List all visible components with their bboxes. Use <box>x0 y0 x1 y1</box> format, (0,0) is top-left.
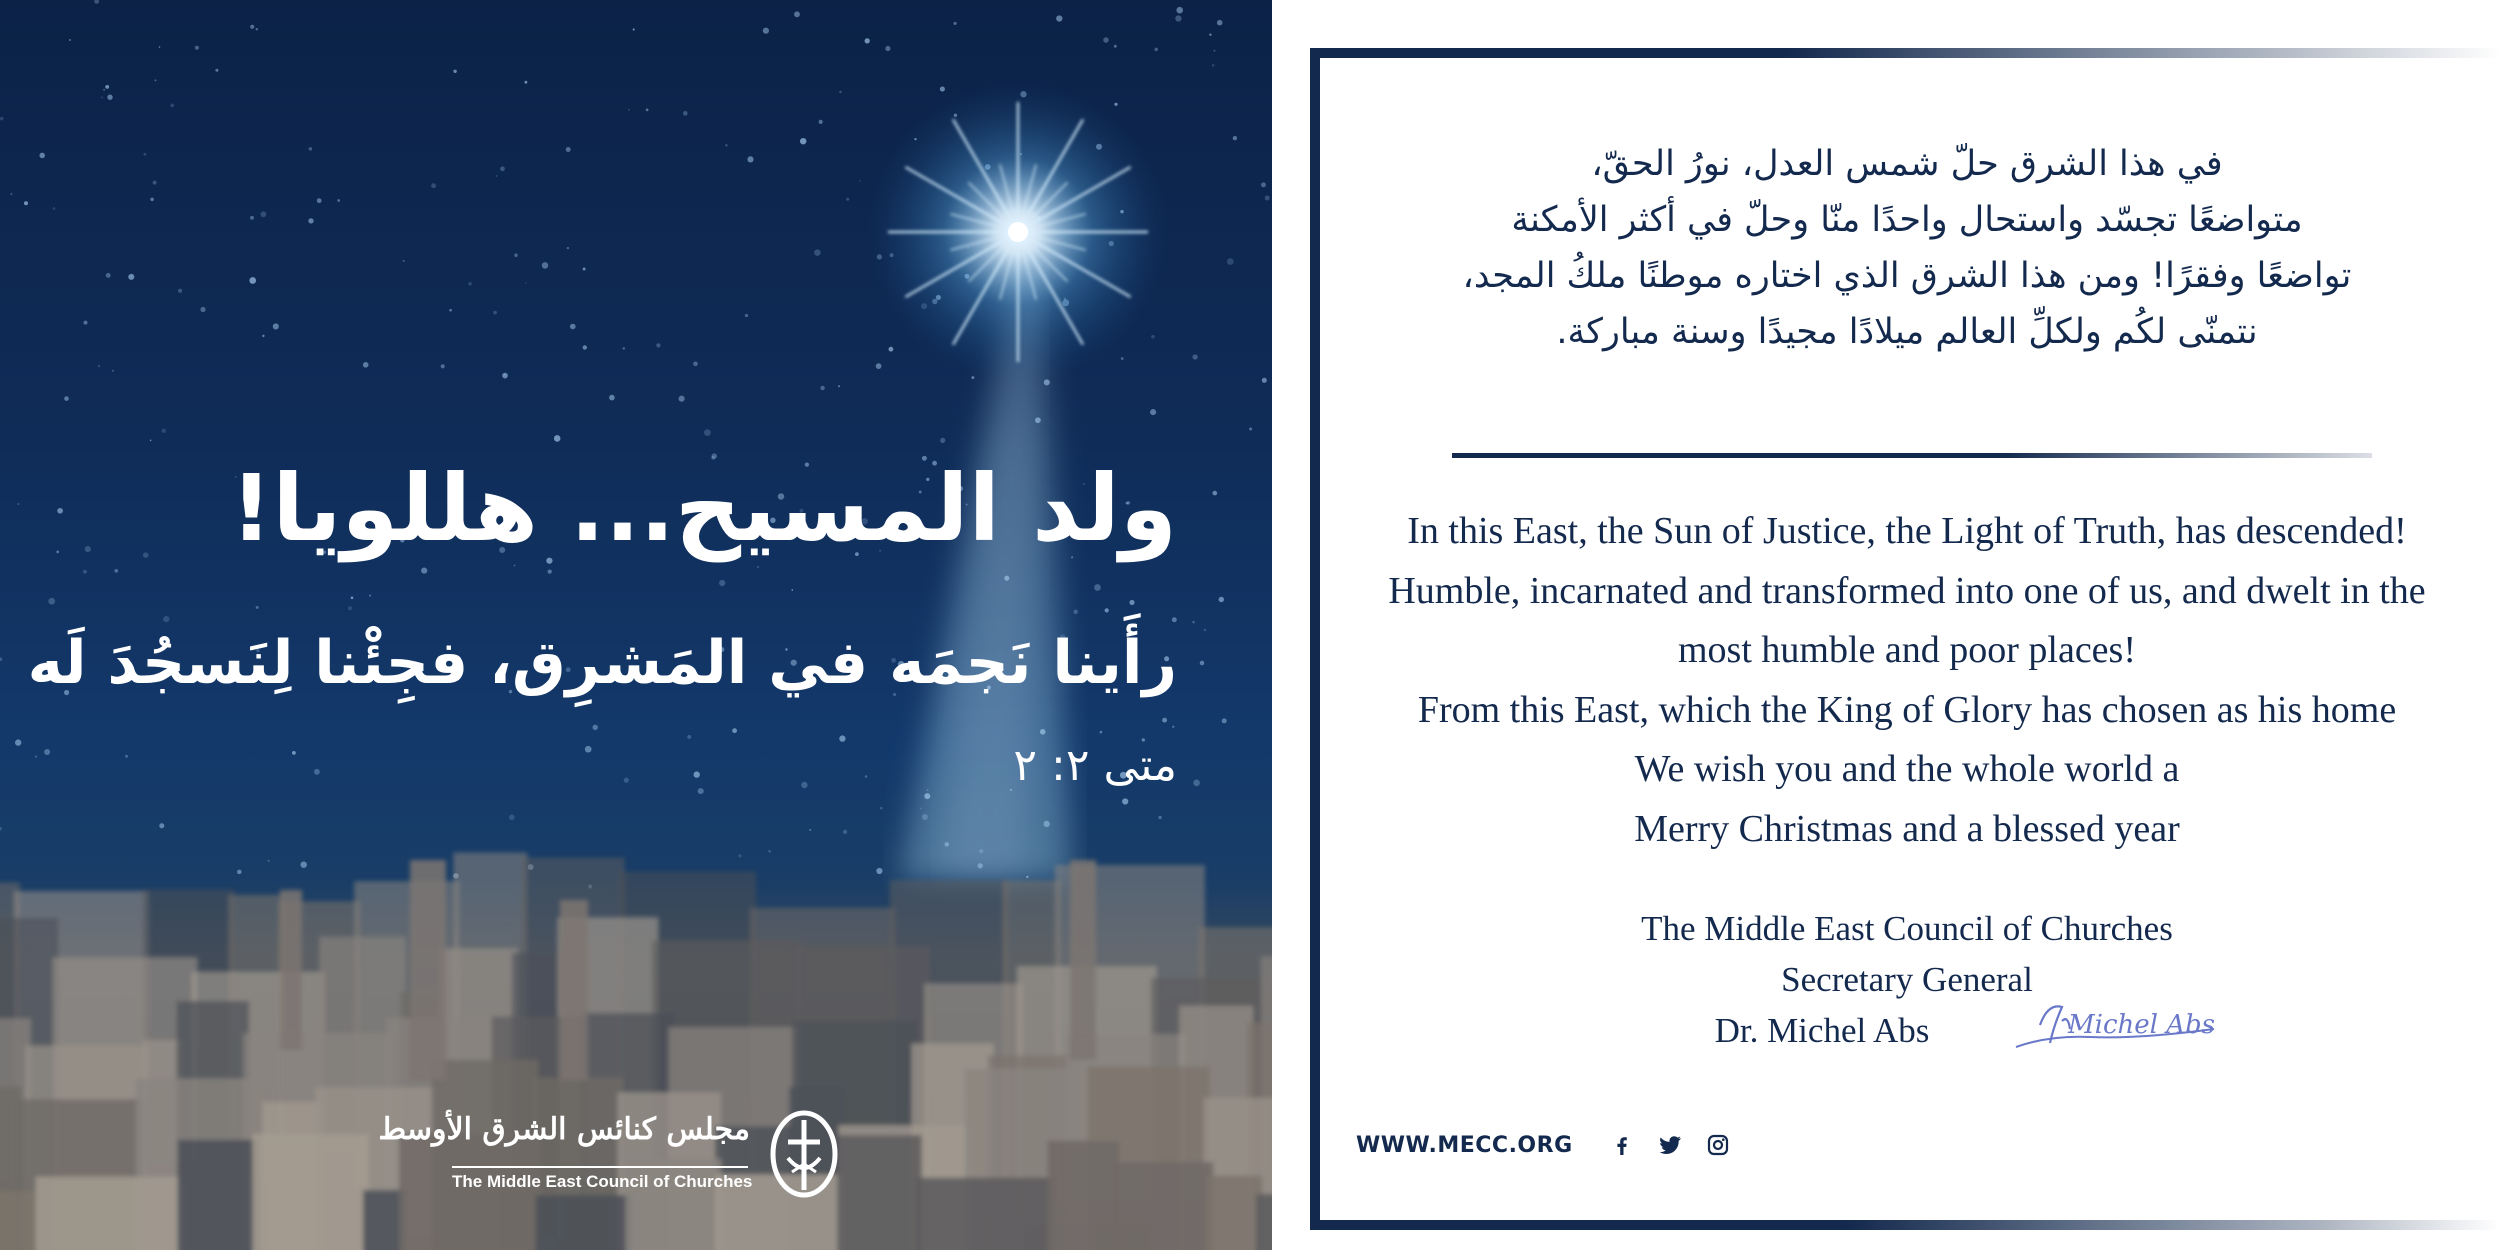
signature-text: Michel Abs <box>2068 1010 2215 1040</box>
english-message <box>1332 502 2482 859</box>
english-line: most humble and poor places! <box>1677 629 2136 671</box>
frame-left-border <box>1310 48 1320 1230</box>
signatory-name: Dr. Michel Abs <box>1714 1011 1930 1050</box>
arabic-line: في هذا الشرق حلّ شمس العدل، نورُ الحقّ، <box>1591 144 2223 184</box>
english-line: Merry Christmas and a blessed year <box>1634 807 2180 850</box>
city-building <box>1113 1162 1213 1250</box>
city-building <box>837 1135 921 1250</box>
verse-reference: متى ٢: ٢ <box>1013 740 1177 791</box>
logo-arabic-name: مجلس كنائس الشرق الأوسط <box>378 1112 750 1147</box>
card-footer <box>1356 1125 1733 1165</box>
english-line: We wish you and the whole world a <box>1634 748 2180 790</box>
church-tower <box>1070 860 1096 1060</box>
greeting-message-panel <box>1272 0 2500 1250</box>
frame-bottom-border <box>1310 1220 2500 1230</box>
city-building <box>916 1178 1054 1250</box>
church-tower <box>560 900 588 1080</box>
signatory-organization: The Middle East Council of Churches <box>1641 909 2173 948</box>
arabic-line: نتمنّى لكُم ولكلِّ العالم ميلادًا مجيدًا وسنة مباركة. <box>1556 312 2258 352</box>
city-building <box>36 1177 184 1250</box>
arabic-message <box>1332 136 2482 360</box>
city-building <box>178 1140 259 1250</box>
english-line: Humble, incarnated and transformed into one of us, and dwelt in the <box>1388 569 2426 612</box>
logo-english-name: The Middle East Council of Churches <box>452 1172 753 1191</box>
mecc-logo <box>378 1108 842 1208</box>
signature-block <box>1332 903 2482 1056</box>
city-building <box>252 1134 369 1250</box>
church-tower <box>280 890 302 1050</box>
frame-top-border <box>1310 48 2500 58</box>
city-building <box>0 1191 42 1250</box>
arabic-line: تواضعًا وفقرًا! ومن هذا الشرق الذي اختاره موطنًا ملكُ المجد، <box>1462 256 2352 296</box>
english-line: In this East, the Sun of Justice, the Light of Truth, has descended! <box>1407 510 2407 552</box>
instagram-icon[interactable] <box>1703 1130 1733 1160</box>
english-line: From this East, which the King of Glory has chosen as his home <box>1417 688 2397 731</box>
arabic-line: متواضعًا تجسّد واستحال واحدًا منّا وحلّ في أكثر الأمكنة <box>1511 200 2303 240</box>
city-building <box>1256 1194 1272 1250</box>
signatory-title: Secretary General <box>1781 960 2033 999</box>
church-tower <box>410 860 446 1080</box>
facebook-icon[interactable] <box>1607 1130 1637 1160</box>
city-building <box>1048 1141 1120 1250</box>
website-link[interactable]: WWW.MECC.ORG <box>1356 1132 1573 1158</box>
handwritten-signature <box>2010 995 2220 1065</box>
city-building <box>363 1190 405 1250</box>
twitter-icon[interactable] <box>1655 1130 1685 1160</box>
headline-christ-is-born: ولد المسيح... هللويا! <box>230 455 1177 562</box>
logo-divider <box>452 1166 748 1168</box>
message-divider <box>1452 453 2372 458</box>
city-building <box>1207 1176 1262 1250</box>
bible-verse: رأَينا نَجمَه في المَشرِق، فجِئْنا لِنَسجُدَ لَه <box>27 628 1177 698</box>
mecc-emblem-icon <box>768 1108 840 1200</box>
